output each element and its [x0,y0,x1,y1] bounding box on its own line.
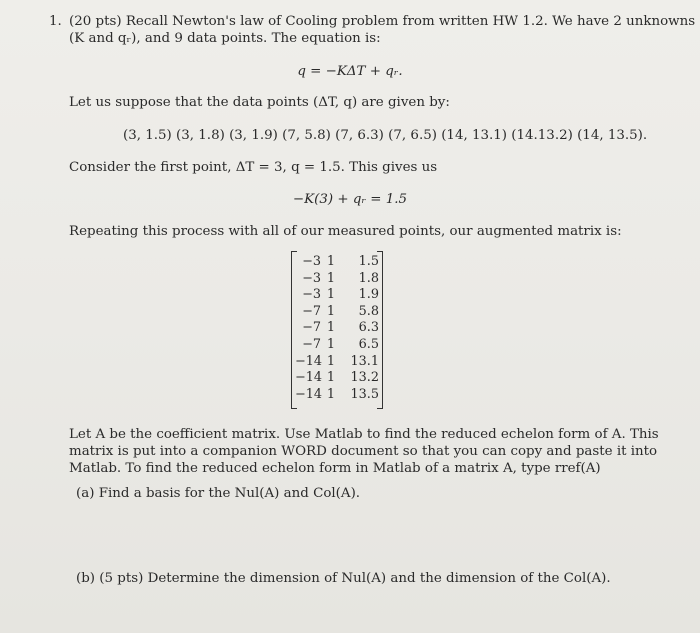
matrix-cell: 6.5 [358,337,379,352]
matrix-cell: 1 [326,386,336,402]
matrix-cell: 13.5 [350,386,379,402]
data-intro-text: Let us suppose that the data points (ΔT, q) are given by: [69,95,450,110]
matrix-row [291,337,383,354]
matrix-cell: 1 [326,254,336,269]
matrix-cell: 13.1 [350,353,379,369]
cooling-equation: q = −KΔT + qᵣ. [297,64,403,79]
part-b-question: (b) (5 pts) Determine the dimension of Nul(A) and the dimension of the Col(A). [76,571,611,586]
matrix-cell: 1 [326,303,336,319]
matrix-cell: 1 [326,320,336,336]
matrix-cell: 1.8 [358,270,379,286]
matrix-cell: −14 [295,386,323,402]
matrix-cell: −7 [302,303,321,319]
matrix-cell: −3 [302,254,321,269]
matrix-cell: 1.5 [358,254,379,269]
matrix-cell: 1 [326,370,336,386]
matrix-row [291,370,383,387]
problem-line-2: (K and qᵣ), and 9 data points. The equation is: [69,31,381,46]
matrix-row [291,387,383,404]
matrix-cell: −14 [295,353,323,369]
matrix-cell: −3 [302,287,321,303]
first-point-equation: −K(3) + qᵣ = 1.5 [292,192,408,207]
matrix-cell: 1 [326,353,336,369]
matrix-cell: 1 [326,337,336,352]
matrix-row [291,304,383,321]
augmented-matrix [291,251,383,409]
coefficient-matrix-line-2: matrix is put into a companion WORD document so that you can copy and paste it into [69,444,658,459]
matrix-cell: 1.9 [358,287,379,303]
coefficient-matrix-line-3: Matlab. To find the reduced echelon form in Matlab of a matrix A, type rref(A) [69,461,601,476]
matrix-row [291,287,383,304]
matrix-cell: 1 [326,287,336,303]
data-points-list: (3, 1.5) (3, 1.8) (3, 1.9) (7, 5.8) (7, 6.3) (7, 6.5) (14, 13.1) (14.13.2) (14, 13.5). [123,128,648,143]
problem-line-1: (20 pts) Recall Newton's law of Cooling problem from written HW 1.2. We have 2 unknowns [69,14,696,29]
first-point-text: Consider the first point, ΔT = 3, q = 1.5. This gives us [69,160,438,175]
matrix-row [291,254,383,271]
matrix-cell: −7 [302,320,321,336]
matrix-row [291,320,383,337]
matrix-cell: 5.8 [358,303,379,319]
matrix-row [291,271,383,288]
repeat-text: Repeating this process with all of our measured points, our augmented matrix is: [69,224,622,239]
matrix-cell: 6.3 [358,320,379,336]
matrix-row [291,354,383,371]
matrix-cell: −7 [302,337,321,352]
part-a-question: (a) Find a basis for the Nul(A) and Col(A). [76,486,361,501]
matrix-cell: 13.2 [350,370,379,386]
problem-number: 1. [49,14,62,29]
matrix-cell: −3 [302,270,321,286]
coefficient-matrix-line-1: Let A be the coefficient matrix. Use Matlab to find the reduced echelon form of A. This [69,427,659,442]
matrix-cell: −14 [295,370,323,386]
matrix-cell: 1 [326,270,336,286]
